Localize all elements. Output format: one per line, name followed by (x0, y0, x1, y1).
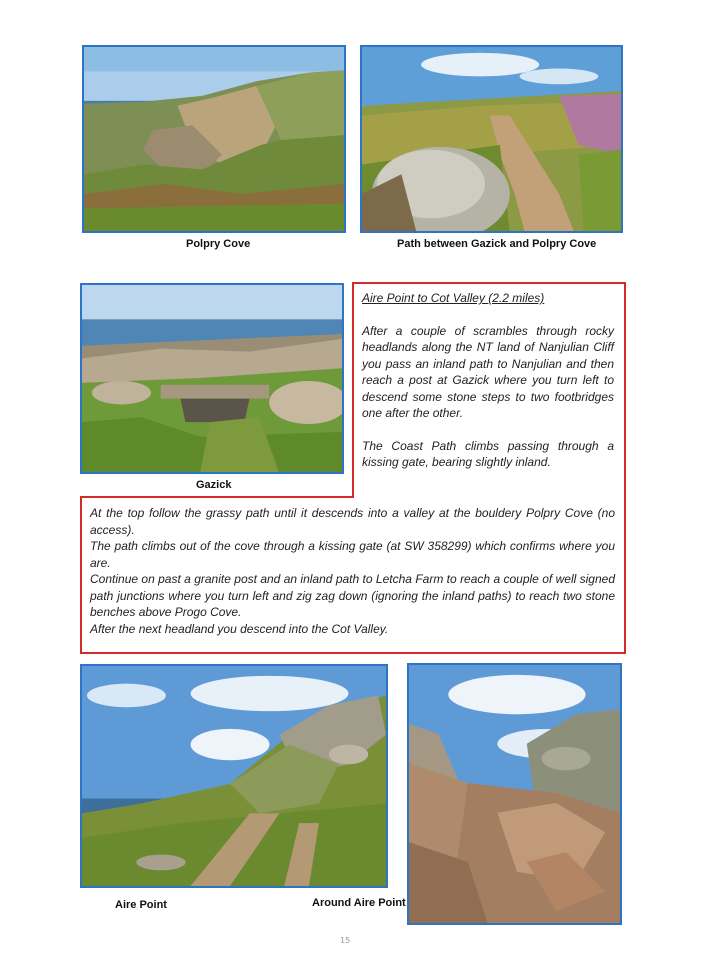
route-para-6: After the next headland you descend into the Cot Valley. (90, 621, 389, 636)
caption-around-aire-point: Around Aire Point (312, 897, 406, 909)
route-box-seam (354, 495, 624, 498)
photo-aire-point-image (82, 666, 386, 886)
spacer (362, 422, 614, 438)
route-para-1: After a couple of scrambles through rocky headlands along the NT land of Nanjulian Cliff you pass an inland path to Nanjulian and then reach a post at Gazick where you turn left to descend some stone steps to two footbridges one after the other. (362, 323, 614, 420)
route-para-5: Continue on past a granite post and an inland path to Letcha Farm to reach a couple of well signed path junctions where you turn left and zig zag down (ignoring the inland paths) to reach two stone benches above Progo Cove. (90, 572, 615, 619)
photo-polpry-cove-image (84, 47, 344, 231)
photo-gazick-image (82, 285, 342, 472)
photo-around-aire-point (407, 663, 622, 925)
caption-polpry-cove: Polpry Cove (186, 238, 251, 250)
route-text-lower (90, 505, 615, 637)
spacer (362, 307, 614, 323)
photo-polpry-cove (82, 45, 346, 233)
photo-aire-point (80, 664, 388, 888)
page-number: 15 (340, 936, 351, 945)
caption-path-gazick-polpry: Path between Gazick and Polpry Cove (397, 238, 597, 250)
route-para-2: The Coast Path climbs passing through a kissing gate, bearing slightly inland. (362, 438, 614, 469)
route-para-4: The path climbs out of the cove through a kissing gate (at SW 358299) which confirms where you are. (90, 539, 615, 570)
route-text-upper (362, 290, 614, 471)
photo-around-aire-point-image (409, 665, 620, 923)
route-para-3: At the top follow the grassy path until it descends into a valley at the bouldery Polpry Cove (no access). (90, 506, 615, 537)
photo-gazick (80, 283, 344, 474)
caption-gazick: Gazick (196, 479, 232, 491)
caption-aire-point: Aire Point (115, 899, 167, 911)
photo-path-gazick-polpry-image (362, 47, 621, 231)
photo-path-gazick-polpry (360, 45, 623, 233)
route-heading: Aire Point to Cot Valley (2.2 miles) (362, 291, 545, 305)
